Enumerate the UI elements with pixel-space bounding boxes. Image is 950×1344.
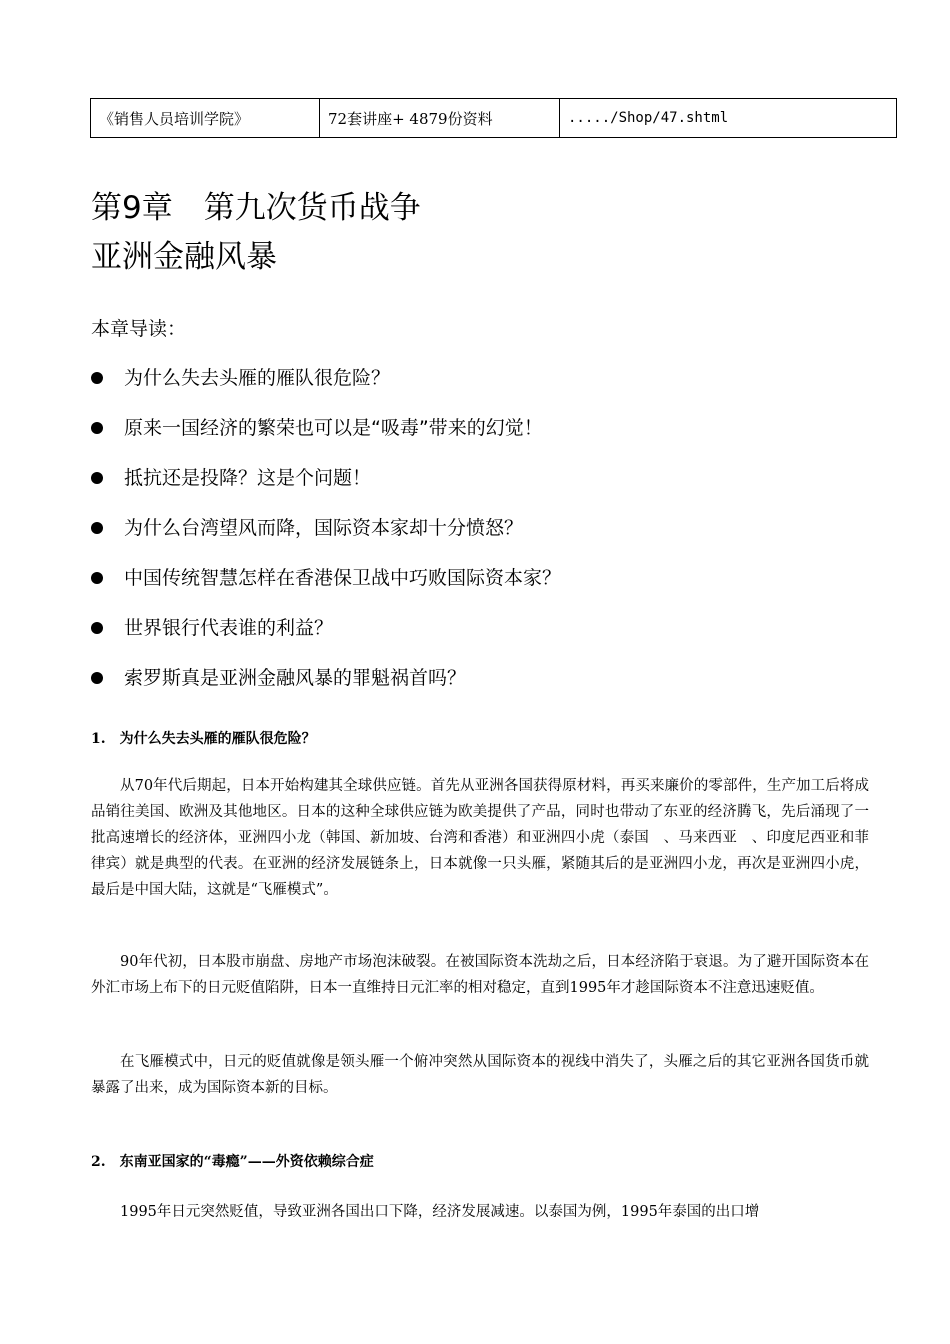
paragraph: 在飞雁模式中，日元的贬值就像是领头雁一个俯冲突然从国际资本的视线中消失了，头雁之后的其它亚洲各国货币就暴露了出来，成为国际资本新的目标。 <box>91 1054 869 1096</box>
intro-label: 本章导读： <box>91 318 187 340</box>
header-cell-resources: 72套讲座+ 4879份资料 <box>320 99 560 138</box>
intro-bullet <box>91 414 561 464</box>
intro-bullet-text: 为什么失去头雁的雁队很危险？ <box>124 367 391 389</box>
header-cell-link[interactable]: ...../Shop/47.shtml <box>560 99 897 138</box>
intro-bullet-text: 世界银行代表谁的利益？ <box>124 617 334 639</box>
intro-bullet <box>91 664 561 714</box>
bullet-dot-icon <box>91 622 103 634</box>
header-table <box>90 98 897 138</box>
header-cell-title: 《销售人员培训学院》 <box>91 99 320 138</box>
bullet-dot-icon <box>91 472 103 484</box>
paragraph: 1995年日元突然贬值，导致亚洲各国出口下降，经济发展减速。以泰国为例，1995年泰国的出口增 <box>120 1204 760 1220</box>
intro-bullet <box>91 564 561 614</box>
intro-bullet-text: 抵抗还是投降？这是个问题！ <box>124 467 372 489</box>
section-heading: 1. 为什么失去头雁的雁队很危险？ <box>91 731 316 747</box>
chapter-title: 第9章 第九次货币战争 <box>91 190 421 226</box>
intro-bullet <box>91 464 561 514</box>
paragraph: 从70年代后期起，日本开始构建其全球供应链。首先从亚洲各国获得原材料，再买来廉价的零部件，生产加工后将成品销往美国、欧洲及其他地区。日本的这种全球供应链为欧美提供了产品，同时也带动了东亚的经济腾飞，先后涌现了一批高速增长的经济体，亚洲四小龙（韩国、新加坡、台湾和香港）和亚洲四小虎（泰国 、马来西亚 、印度尼西亚和菲律宾）就是典型的代表。在亚洲的经济发展链条上，日本就像一只头雁，紧随其后的是亚洲四小龙，再次是亚洲四小虎，最后是中国大陆，这就是“飞雁模式”。 <box>91 778 869 898</box>
intro-bullet <box>91 614 561 664</box>
bullet-dot-icon <box>91 572 103 584</box>
intro-bullet-text: 为什么台湾望风而降，国际资本家却十分愤怒？ <box>124 517 524 539</box>
bullet-dot-icon <box>91 522 103 534</box>
intro-bullet <box>91 514 561 564</box>
paragraph: 90年代初，日本股市崩盘、房地产市场泡沫破裂。在被国际资本洗劫之后，日本经济陷于衰退。为了避开国际资本在外汇市场上布下的日元贬值陷阱，日本一直维持日元汇率的相对稳定，直到1995年才趁国际资本不注意迅速贬值。 <box>91 954 869 996</box>
intro-bullet-list <box>91 364 561 714</box>
intro-bullet-text: 原来一国经济的繁荣也可以是“吸毒”带来的幻觉！ <box>124 417 543 439</box>
header-row <box>91 99 897 138</box>
bullet-dot-icon <box>91 372 103 384</box>
bullet-dot-icon <box>91 672 103 684</box>
intro-bullet-text: 索罗斯真是亚洲金融风暴的罪魁祸首吗？ <box>124 667 467 689</box>
intro-bullet <box>91 364 561 414</box>
intro-bullet-text: 中国传统智慧怎样在香港保卫战中巧败国际资本家？ <box>124 567 562 589</box>
bullet-dot-icon <box>91 422 103 434</box>
section-heading: 2. 东南亚国家的“毒瘾”——外资依赖综合症 <box>91 1154 374 1170</box>
chapter-subtitle: 亚洲金融风暴 <box>91 239 277 275</box>
